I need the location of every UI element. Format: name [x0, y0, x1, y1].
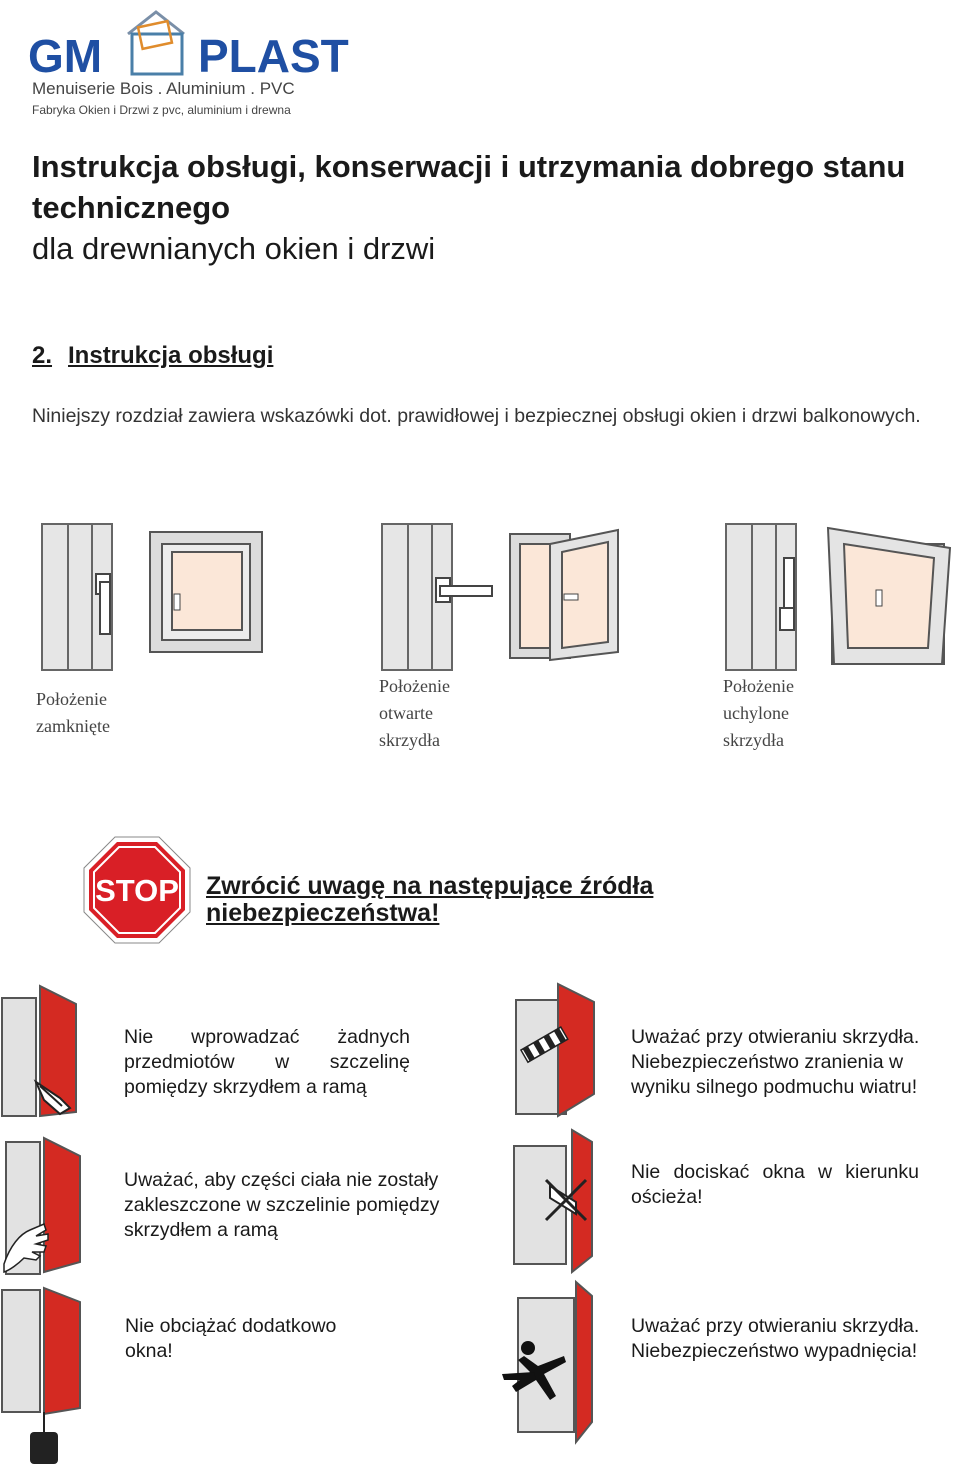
document-subtitle: dla drewnianych okien i drzwi [32, 231, 436, 266]
falling-person-icon [494, 1276, 604, 1451]
document-title: Instrukcja obsługi, konserwacji i utrzymania dobrego stanu technicznego [32, 149, 906, 225]
section-title: Instrukcja obsługi [68, 342, 274, 369]
caption-tilt [723, 673, 794, 754]
tilt-window-illustration [826, 524, 954, 675]
hazard-text-object-gap: Nie wprowadzać żadnych przedmiotów w szczelinę pomiędzy skrzydłem a ramą [124, 1026, 410, 1098]
caption-open-line1: Położenie [379, 676, 450, 696]
section-heading [32, 342, 273, 370]
logo-tagline: Menuiserie Bois . Aluminium . PVC [32, 79, 295, 98]
stop-sign-text: STOP [95, 873, 179, 908]
hand-pinch-icon [0, 1136, 90, 1283]
caption-closed-line1: Położenie [36, 689, 107, 709]
logo-brand-right: PLAST [198, 30, 349, 82]
caption-tilt-line3: skrzydła [723, 730, 784, 750]
caption-closed-line2: zamknięte [36, 716, 110, 736]
hazard-text-pressing: Nie dociskać okna w kierunku ościeża! [631, 1161, 919, 1208]
caption-open-line2: otwarte [379, 703, 433, 723]
extra-load-icon [0, 1286, 90, 1471]
hazard-text-pinch: Uważać, aby części ciała nie zostały zakleszczone w szczelinie pomiędzy skrzydłem a ramą [124, 1169, 440, 1241]
caption-closed [36, 686, 110, 740]
hazard-text-load: Nie obciążać dodatkowo okna! [125, 1315, 337, 1362]
section-number: 2. [32, 342, 53, 369]
caption-open [379, 673, 450, 754]
tilt-handle-illustration [722, 522, 812, 677]
logo-sub-tagline: Fabryka Okien i Drzwi z pvc, aluminium i drewna [32, 103, 291, 117]
open-handle-illustration [378, 522, 498, 677]
company-logo [28, 6, 358, 123]
closed-window-illustration [146, 528, 266, 663]
caption-open-line3: skrzydła [379, 730, 440, 750]
caption-tilt-line2: uchylone [723, 703, 789, 723]
closed-handle-illustration [38, 522, 128, 677]
no-pressing-icon [512, 1128, 602, 1279]
intro-paragraph: Niniejszy rozdział zawiera wskazówki dot. prawidłowej i bezpiecznej obsługi okien i drzwi balkonowych. [32, 405, 921, 427]
wind-gust-icon [514, 982, 604, 1125]
hazard-text-wind: Uważać przy otwieraniu skrzydła. Niebezpieczeństwo zranienia w wyniku silnego podmuchu wiatru! [631, 1026, 920, 1098]
stop-sign-icon [82, 835, 192, 950]
object-in-gap-icon [0, 982, 90, 1125]
logo-brand-left: GM [28, 30, 103, 82]
hazard-heading: Zwrócić uwagę na następujące źródła niebezpieczeństwa! [206, 872, 654, 927]
caption-tilt-line1: Położenie [723, 676, 794, 696]
hazard-text-falling: Uważać przy otwieraniu skrzydła. Niebezpieczeństwo wypadnięcia! [631, 1315, 920, 1362]
open-window-illustration [506, 526, 626, 671]
